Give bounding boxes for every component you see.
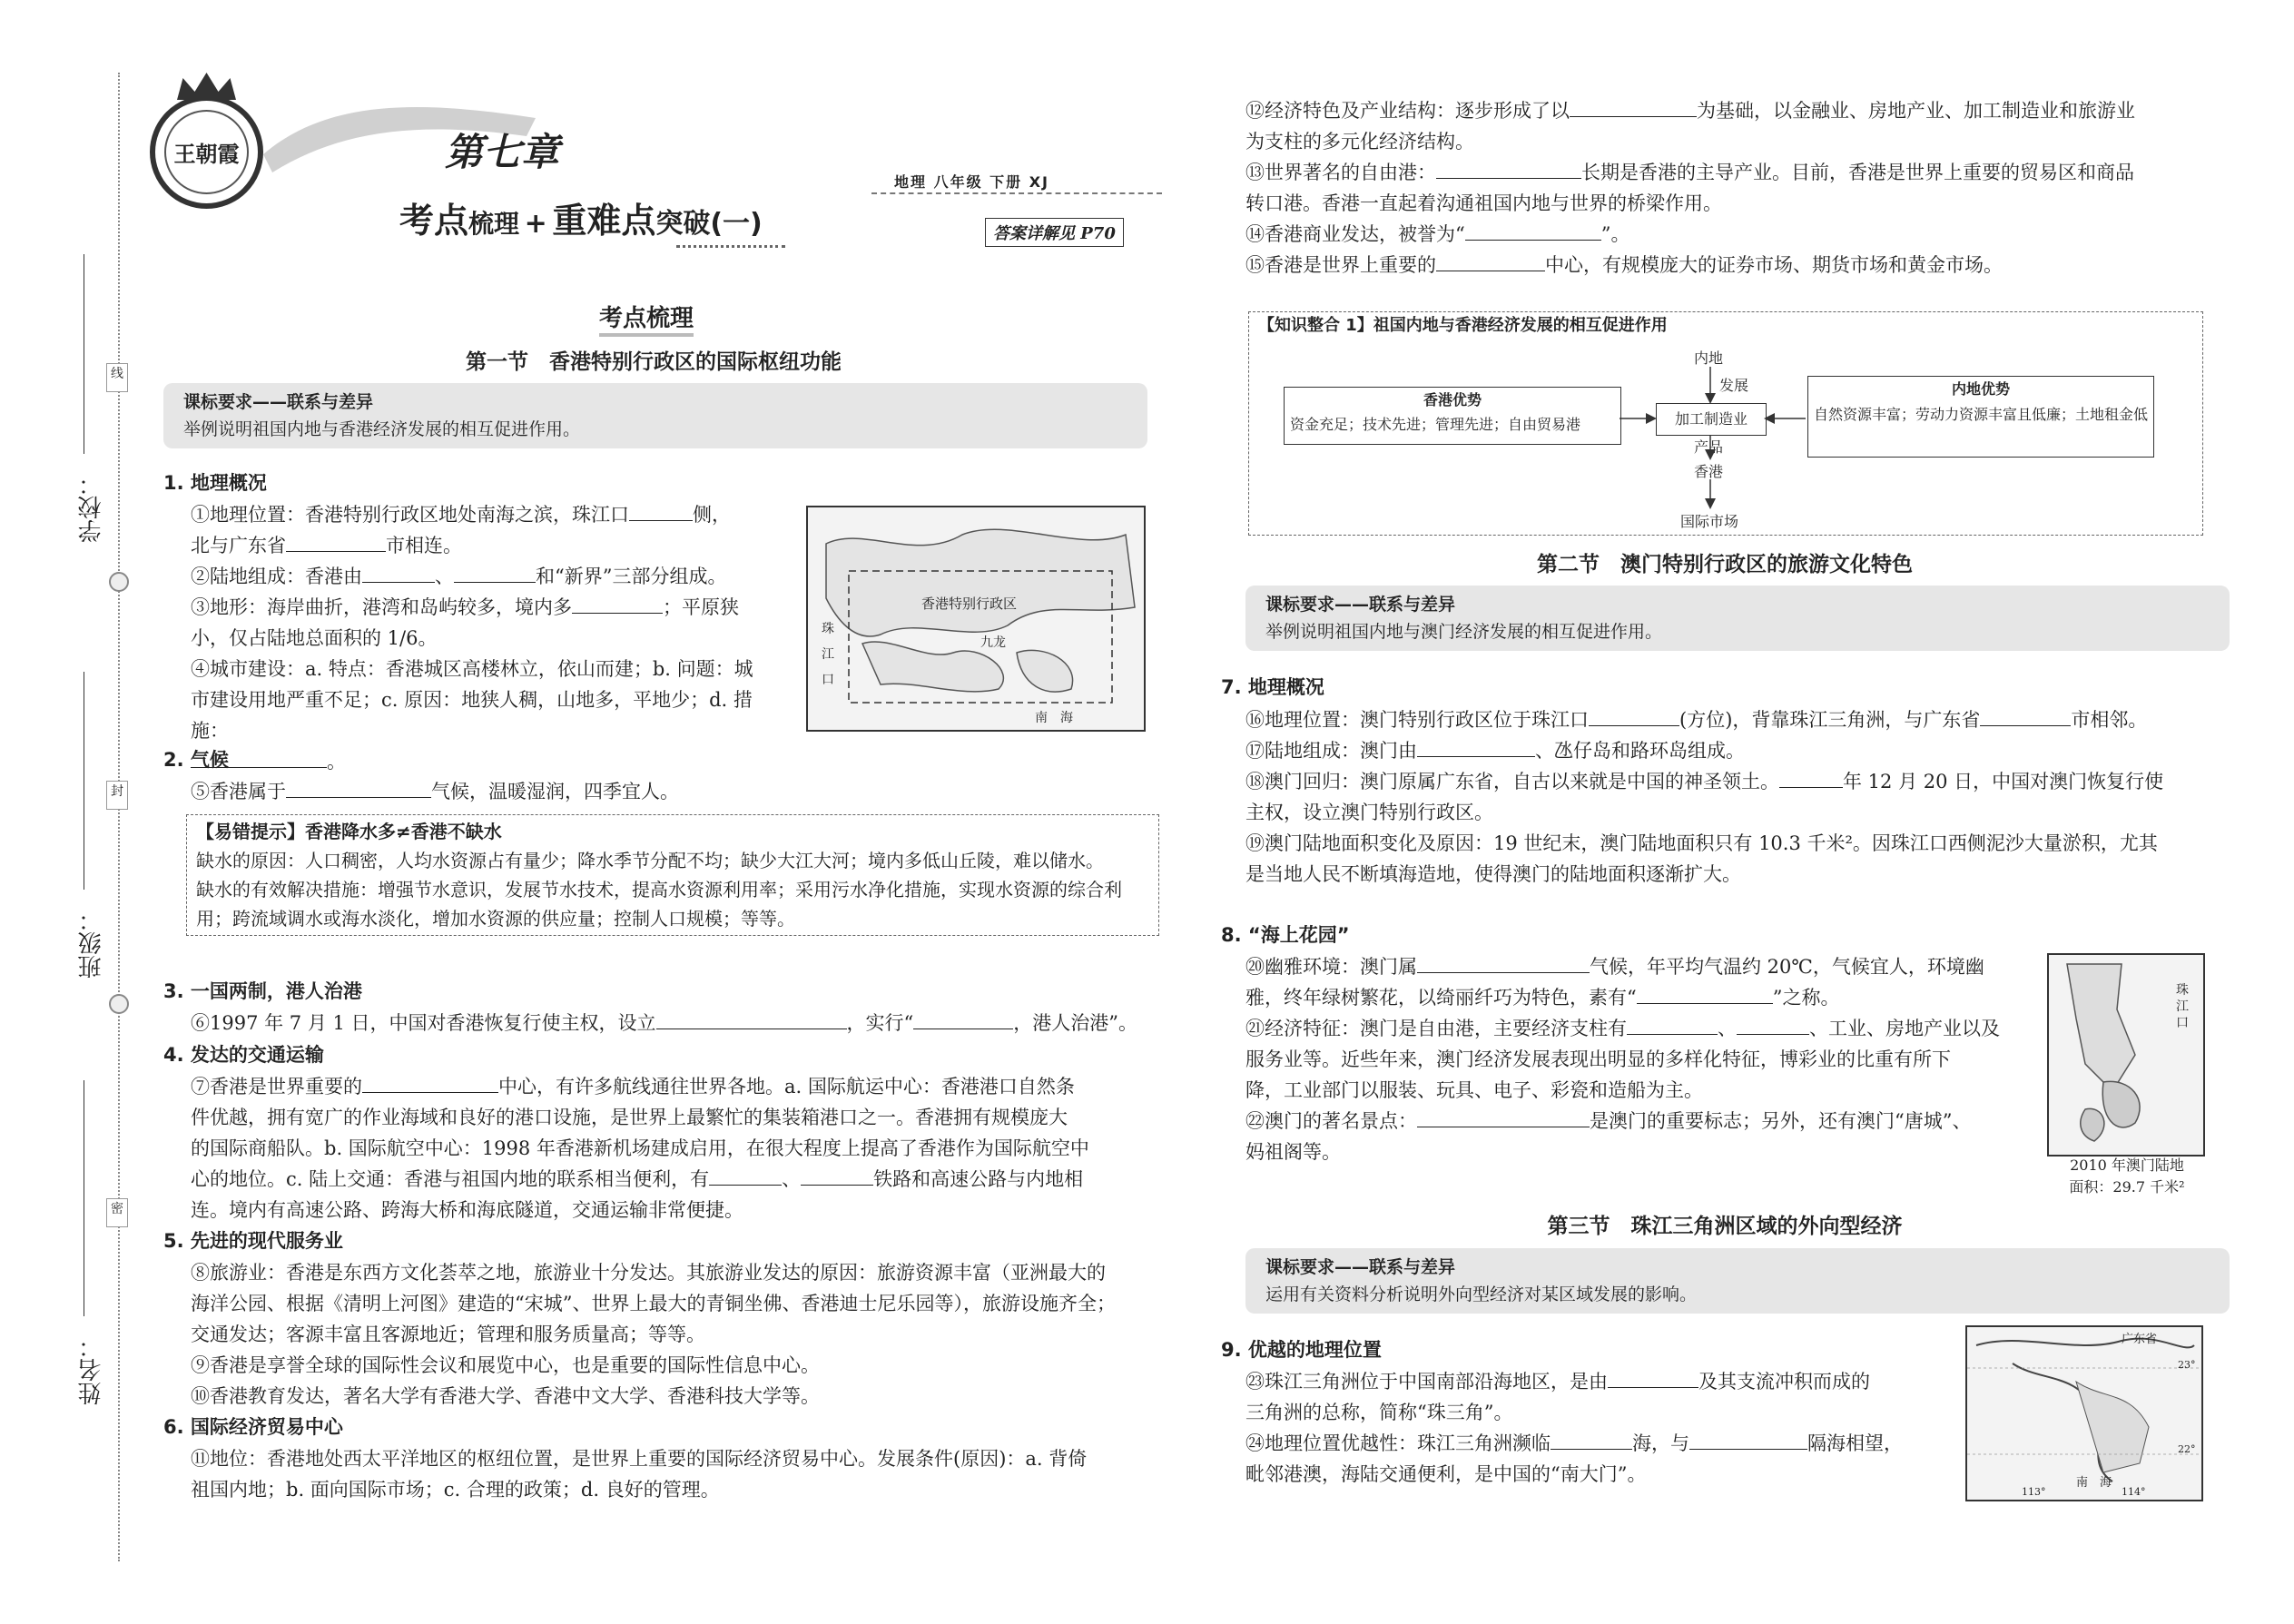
knowledge-box: 【知识整合 1】祖国内地与香港经济发展的相互促进作用 香港优势 资金充足；技术先进；管理先进；自由贸易港 内地优势 自然资源丰富；劳动力资源丰富且低廉；土地租金低 加工制造业 内地 发展 产品 香港 国际市场 [1248, 311, 2203, 536]
heading-9: 9. 优越的地理位置 [1221, 1339, 1382, 1361]
text-segment: 、工业、房地产业以及 [1809, 1018, 2000, 1039]
fill-blank[interactable] [362, 562, 435, 583]
text-segment: 毗邻港澳，海陆交通便利，是中国的“南大门”。 [1245, 1463, 1647, 1485]
section-heading: 考点梳理 [599, 300, 694, 337]
heading-4: 4. 发达的交通运输 [163, 1044, 324, 1066]
answer-ref: 答案详解见 P70 [985, 218, 1124, 247]
text-segment: 气候，温暖湿润，四季宜人。 [431, 781, 679, 802]
ring-icon [109, 994, 129, 1014]
mainland-advantage-box: 内地优势 自然资源丰富；劳动力资源丰富且低廉；土地租金低 [1807, 376, 2154, 458]
fill-blank[interactable] [1551, 1429, 1632, 1450]
text-segment: 妈祖阁等。 [1245, 1141, 1341, 1163]
paragraph [191, 1008, 1137, 1038]
fill-blank[interactable] [362, 1072, 498, 1093]
text-segment: 降，工业部门以服装、玩具、电子、彩瓷和造船为主。 [1245, 1079, 1703, 1101]
text-segment [1245, 766, 2208, 797]
text-segment: 中心，有许多航线通往世界各地。a. 国际航运中心：香港港口自然条 [498, 1076, 1075, 1097]
paragraph [191, 776, 679, 807]
text-segment: 为基础，以金融业、房地产业、加工制造业和旅游业 [1697, 100, 2135, 122]
text-segment: ⑨香港是享誉全球的国际性会议和展览中心，也是重要的国际性信息中心。 [191, 1354, 820, 1376]
section-title-1: 第一节 香港特别行政区的国际枢纽功能 [466, 350, 842, 374]
text-segment: ⑧旅游业：香港是东西方文化荟萃之地，旅游业十分发达。其旅游业发达的原因：旅游资源丰富（亚洲最大的 [191, 1262, 1106, 1284]
curriculum-box-3: 课标要求——联系与差异 运用有关资料分析说明外向型经济对某区域发展的影响。 [1245, 1248, 2230, 1314]
seal-mark: 封 [106, 781, 128, 810]
text-segment [191, 1071, 1153, 1102]
cut-line [118, 73, 120, 1561]
section-title-2: 第二节 澳门特别行政区的旅游文化特色 [1537, 553, 1913, 576]
text-segment: ，港人治港”。 [1013, 1012, 1138, 1034]
map-drawing [808, 507, 1144, 730]
text-segment: 铁路和高速公路与内地相 [873, 1168, 1084, 1190]
fill-blank[interactable] [709, 1165, 782, 1186]
text-segment [1245, 250, 2208, 281]
text-segment: 雅，终年绿树繁花，以绮丽纤巧为特色，素有“ [1245, 987, 1637, 1009]
fill-blank[interactable] [572, 593, 663, 614]
text-segment: 及其支流冲积而成的 [1698, 1371, 1870, 1393]
text-segment: 中心，有规模庞大的证券市场、期货市场和黄金市场。 [1545, 254, 2003, 276]
header-meta: 地理 八年级 下册 XJ [894, 173, 1050, 191]
paragraph [1245, 1366, 1954, 1490]
hong-kong-map: 香港特别行政区 九龙 珠江口 南 海 [806, 506, 1146, 732]
text-segment: 交通发达；客源丰富且客源地近；管理和服务质量高；等等。 [191, 1324, 705, 1345]
page-title: 考点梳理 + 重难点突破(一) [399, 201, 763, 241]
section-title-3: 第三节 珠江三角洲区域的外向型经济 [1547, 1215, 1903, 1238]
fill-blank[interactable] [1608, 1367, 1698, 1388]
text-segment [191, 530, 790, 561]
text-segment: 主权，设立澳门特别行政区。 [1245, 802, 1493, 823]
text-segment: ⑲澳门陆地面积变化及原因：19 世纪末，澳门陆地面积只有 10.3 千米²。因珠江口西侧泥沙大量淤积，尤其 [1245, 832, 2158, 854]
text-segment: ①地理位置：香港特别行政区地处南海之滨，珠江口 [191, 504, 629, 526]
text-segment [1245, 1106, 2026, 1137]
curriculum-box-1: 课标要求——联系与差异 举例说明祖国内地与香港经济发展的相互促进作用。 [163, 383, 1147, 448]
fill-blank[interactable] [1436, 251, 1545, 271]
crown-icon [177, 73, 236, 100]
text-segment [1245, 1366, 1954, 1397]
fill-blank[interactable] [454, 562, 536, 583]
text-segment: 件优越，拥有宽广的作业海域和良好的港口设施，是世界上最繁忙的集装箱港口之一。香港拥有规模庞大 [191, 1107, 1068, 1128]
dots-decoration [676, 245, 785, 248]
text-segment: 北与广东省 [191, 535, 286, 556]
flow-arrows [1249, 312, 2202, 535]
text-segment: ⑩香港教育发达，著名大学有香港大学、香港中文大学、香港科技大学等。 [191, 1385, 820, 1407]
text-segment: ㉒澳门的著名景点： [1245, 1110, 1417, 1132]
seal-mark: 线 [106, 363, 128, 392]
paragraph [191, 1071, 1153, 1225]
fill-blank[interactable] [1570, 96, 1697, 117]
heading-7: 7. 地理概况 [1221, 676, 1324, 698]
text-segment: ⑯地理位置：澳门特别行政区位于珠江口 [1245, 709, 1589, 731]
fill-blank[interactable] [1589, 705, 1679, 726]
text-segment: 是澳门的重要标志；另外，还有澳门“唐城”、 [1590, 1110, 1972, 1132]
binding-margin [0, 0, 123, 1624]
macau-caption: 2010 年澳门陆地 面积：29.7 千米² [2069, 1156, 2185, 1196]
text-segment: 为支柱的多元化经济结构。 [1245, 131, 1474, 153]
text-segment: ③地形：海岸曲折，港湾和岛屿较多，境内多 [191, 596, 572, 618]
text-segment: 隔海相望， [1807, 1432, 1903, 1454]
text-segment: 、 [782, 1168, 802, 1190]
heading-8: 8. “海上花园” [1221, 924, 1350, 946]
text-segment: 心的地位。c. 陆上交通：香港与祖国内地的联系相当便利，有 [191, 1168, 710, 1190]
paragraph [1245, 951, 2026, 1167]
fill-blank[interactable] [286, 531, 386, 552]
fill-blank[interactable] [1980, 705, 2071, 726]
fill-blank[interactable] [1436, 158, 1581, 179]
text-segment: 侧， [693, 504, 731, 526]
text-segment: 。 [327, 751, 346, 773]
text-segment: ㉓珠江三角洲位于中国南部沿海地区，是由 [1245, 1371, 1608, 1393]
paragraph [191, 1443, 1153, 1505]
tip-box: 【易错提示】香港降水多≠香港不缺水 缺水的原因：人口稠密，人均水资源占有量少；降水季节分配不均；缺少大江大河；境内多低山丘陵，难以储水。 缺水的有效解决措施：增强节水意识，发展节水技术，提高水资源利用率；采用污水净化措施，实现水资源的综合利用；跨流域调水或海水淡化，增加水资源的供应量；控制人口规模；等等。 [186, 814, 1159, 936]
heading-2: 2. 气候 [163, 749, 229, 771]
text-segment: 祖国内地；b. 面向国际市场；c. 合理的政策；d. 良好的管理。 [191, 1479, 720, 1501]
text-segment: 、 [435, 566, 454, 587]
text-segment: 和“新界”三部分组成。 [536, 566, 727, 587]
text-segment: 市建设用地严重不足；c. 原因：地狭人稠，山地多，平地少；d. 措施： [191, 689, 753, 742]
text-segment: ⑱澳门回归：澳门原属广东省，自古以来就是中国的神圣领土。 [1245, 771, 1779, 792]
text-segment [1245, 951, 2026, 982]
seal-mark: 密 [106, 1198, 128, 1227]
processing-box: 加工制造业 [1656, 403, 1767, 436]
text-segment: (方位)，背靠珠江三角洲，与广东省 [1679, 709, 1981, 731]
text-segment: 是当地人民不断填海造地，使得澳门的陆地面积逐渐扩大。 [1245, 863, 1741, 885]
text-segment: ⑪地位：香港地处西太平洋地区的枢纽位置，是世界上重要的国际经济贸易中心。发展条件(原因)：a. 背倚 [191, 1448, 1088, 1470]
name-label: 姓名： [78, 1334, 105, 1405]
text-segment [191, 1164, 1153, 1195]
curriculum-box-2: 课标要求——联系与差异 举例说明祖国内地与澳门经济发展的相互促进作用。 [1245, 586, 2230, 651]
text-segment [1245, 1428, 1954, 1459]
text-segment [1245, 157, 2208, 188]
text-segment: ⑤香港属于 [191, 781, 286, 802]
text-segment: ⑮香港是世界上重要的 [1245, 254, 1436, 276]
text-segment [1245, 735, 2208, 766]
text-segment [1245, 1013, 2026, 1044]
text-segment: 年 12 月 20 日，中国对澳门恢复行使 [1843, 771, 2164, 792]
heading-1: 1. 地理概况 [163, 472, 267, 494]
text-segment: 气候，年平均气温约 20℃，气候宜人，环境幽 [1590, 956, 1984, 978]
fill-blank[interactable] [1417, 736, 1535, 757]
pearl-river-delta-map: 广东省 南 海 23° 22° 113° 114° [1965, 1325, 2203, 1501]
chapter-title: 第七章 [445, 130, 560, 174]
text-segment: 、 [1718, 1018, 1737, 1039]
fill-blank[interactable] [1737, 1014, 1809, 1035]
logo: 王朝霞 [150, 95, 263, 209]
fill-blank[interactable] [1637, 983, 1773, 1004]
header-line [871, 192, 1162, 194]
text-segment: ”之称。 [1772, 987, 1840, 1009]
text-segment [191, 561, 790, 592]
text-segment: 转口港。香港一直起着沟通祖国内地与世界的桥梁作用。 [1245, 192, 1722, 214]
text-segment: ⑦香港是世界重要的 [191, 1076, 362, 1097]
text-segment [1245, 95, 2208, 126]
class-label: 班级： [78, 908, 105, 979]
text-segment: ②陆地组成：香港由 [191, 566, 362, 587]
text-segment: ⑳幽雅环境：澳门属 [1245, 956, 1417, 978]
paragraph [1245, 704, 2208, 890]
fill-blank[interactable] [286, 777, 431, 798]
fill-blank[interactable] [801, 1165, 873, 1186]
text-segment: ；平原狭 [663, 596, 739, 618]
text-segment [1245, 704, 2208, 735]
text-segment: ”。 [1600, 223, 1630, 245]
fill-blank[interactable] [1417, 952, 1590, 973]
heading-5: 5. 先进的现代服务业 [163, 1230, 343, 1252]
text-segment: ㉔地理位置优越性：珠江三角洲濒临 [1245, 1432, 1551, 1454]
heading-3: 3. 一国两制，港人治港 [163, 980, 362, 1002]
text-segment: 海，与 [1632, 1432, 1689, 1454]
fill-blank[interactable] [1627, 1014, 1718, 1035]
text-segment: 、氹仔岛和路环岛组成。 [1535, 740, 1745, 762]
text-segment: 小，仅占陆地总面积的 1/6。 [191, 627, 438, 649]
fill-blank[interactable] [1465, 220, 1601, 241]
fill-blank[interactable] [1417, 1107, 1590, 1127]
text-segment: 的国际商船队。b. 国际航空中心：1998 年香港新机场建成启用，在很大程度上提高了香港作为国际航空中 [191, 1137, 1089, 1159]
fill-blank[interactable] [1779, 767, 1843, 788]
fill-blank[interactable] [629, 500, 693, 521]
text-segment: 三角洲的总称，简称“珠三角”。 [1245, 1402, 1513, 1423]
text-segment: 市相连。 [386, 535, 462, 556]
text-segment: 市相邻。 [2071, 709, 2148, 731]
text-segment: 服务业等。近些年来，澳门经济发展表现出明显的多样化特征，博彩业的比重有所下 [1245, 1048, 1951, 1070]
paragraph [191, 1257, 1153, 1412]
text-segment [1245, 982, 2026, 1013]
school-label: 学校： [78, 472, 105, 543]
heading-6: 6. 国际经济贸易中心 [163, 1416, 343, 1438]
fill-blank[interactable] [656, 1009, 847, 1029]
text-segment: ⑥1997 年 7 月 1 日，中国对香港恢复行使主权，设立 [191, 1012, 656, 1034]
fill-blank[interactable] [1689, 1429, 1807, 1450]
text-segment: ，实行“ [846, 1012, 914, 1034]
text-segment: ⑬世界著名的自由港： [1245, 162, 1436, 183]
text-segment: 连。境内有高速公路、跨海大桥和海底隧道，交通运输非常便捷。 [191, 1199, 743, 1221]
text-segment: ⑫经济特色及产业结构：逐步形成了以 [1245, 100, 1570, 122]
text-segment: ④城市建设：a. 特点：香港城区高楼林立，依山而建；b. 问题：城 [191, 658, 753, 680]
text-segment [191, 746, 790, 777]
text-segment [191, 499, 790, 530]
text-segment [191, 592, 790, 623]
text-segment: 长期是香港的主导产业。目前，香港是世界上重要的贸易区和商品 [1581, 162, 2134, 183]
paragraph [191, 499, 790, 777]
text-segment: ⑭香港商业发达，被誉为“ [1245, 223, 1465, 245]
ring-icon [109, 572, 129, 592]
text-segment: 海洋公园、根据《清明上河图》建造的“宋城”、世界上最大的青铜坐佛、香港迪士尼乐园等），旅游设施齐全； [191, 1293, 1116, 1314]
text-segment: ㉑经济特征：澳门是自由港，主要经济支柱有 [1245, 1018, 1627, 1039]
paragraph [1245, 95, 2208, 281]
fill-blank[interactable] [913, 1009, 1013, 1029]
text-segment [1245, 219, 2208, 250]
text-segment: ⑰陆地组成：澳门由 [1245, 740, 1417, 762]
macau-map: 珠江口 [2047, 953, 2205, 1156]
hk-advantage-box: 香港优势 资金充足；技术先进；管理先进；自由贸易港 [1284, 387, 1621, 445]
